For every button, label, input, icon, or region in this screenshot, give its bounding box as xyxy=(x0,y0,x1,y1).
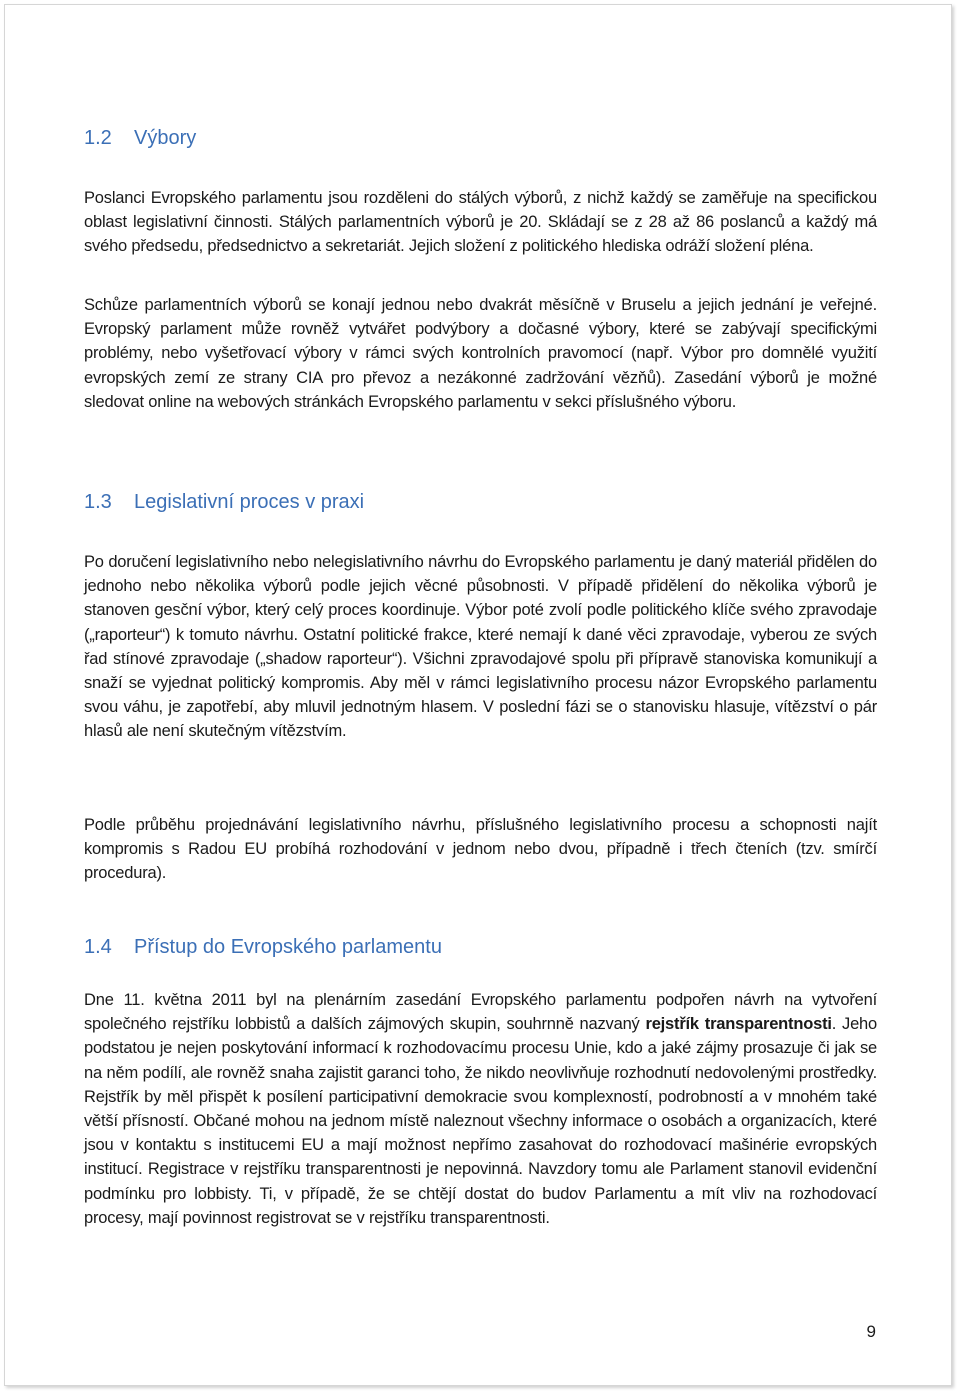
section-heading-1-2 xyxy=(84,127,196,150)
paragraph xyxy=(84,988,877,1230)
paragraph-text: . Jeho podstatou je nejen poskytování informací k rozhodovacímu procesu Unie, kdo a jaké zájmy prosazuje či jak se na něm podílí, ale rovněž snaha zajistit garanci toho, že nikdo neovlivňuje rozhodnutí nedovolenými prostředky. Rejstřík by měl přispět k posílení participativní demokracie svou komplexností, podrobností a v mnohém také větší přísností. Občané mohou na jednom místě naleznout všechny informace o osobách a organizacích, které jsou v kontaktu s institucemi EU a mají možnost nepřímo zasahovat do rozhodovací mašinérie evropských institucí. Registrace v rejstříku transparentnosti je nepovinná. Navzdory tomu ale Parlament stanovil evidenční podmínku pro lobbisty. Ti, v případě, že se chtějí dostat do budov Parlamentu a mít vliv na rozhodovací procesy, mají povinnost registrovat se v rejstříku transparentnosti. xyxy=(84,1015,877,1227)
section-title: Výbory xyxy=(134,127,197,149)
paragraph: Podle průběhu projednávání legislativního návrhu, příslušného legislativního procesu a schopnosti najít kompromis s Radou EU probíhá rozhodování v jednom nebo dvou, případně i třech čteních (tzv. smírčí procedura). xyxy=(84,816,877,883)
emphasis-term: rejstřík transparentnosti xyxy=(645,1015,832,1034)
section-number: 1.4 xyxy=(84,936,112,958)
section-heading-1-4 xyxy=(84,936,442,959)
section-number: 1.3 xyxy=(84,491,112,513)
section-title: Přístup do Evropského parlamentu xyxy=(134,936,442,958)
section-title: Legislativní proces v praxi xyxy=(134,491,365,513)
paragraph: Po doručení legislativního nebo nelegislativního návrhu do Evropského parlamentu je daný materiál přidělen do jednoho nebo několika výborů podle jejich věcné působnosti. V případě přidělení do několika výborů je stanoven gesční výbor, který celý proces koordinuje. Výbor poté zvolí podle politického klíče svého zpravodaje („raporteur“) k tomuto návrhu. Ostatní politické frakce, které nemají k dané věci zpravodaje, vyberou ze svých řad stínové zpravodaje („shadow raporteur“). Všichni zpravodajové spolu při přípravě stanoviska komunikují a snaží se vyjednat politický kompromis. Aby měl v rámci legislativního procesu názor Evropského parlamentu svou váhu, je zapotřebí, aby mluvil jednotným hlasem. V poslední fázi se o stanovisku hlasuje, vítězství o pár hlasů ale není skutečným vítězstvím. xyxy=(84,553,877,741)
section-heading-1-3 xyxy=(84,491,364,514)
paragraph: Poslanci Evropského parlamentu jsou rozděleni do stálých výborů, z nichž každý se zaměřuje na specifickou oblast legislativní činnosti. Stálých parlamentních výborů je 20. Skládají se z 28 až 86 poslanců a každý má svého předsedu, předsednictvo a sekretariát. Jejich složení z politického hlediska odráží složení pléna. xyxy=(84,189,877,256)
page-number: 9 xyxy=(866,1322,876,1341)
paragraph: Schůze parlamentních výborů se konají jednou nebo dvakrát měsíčně v Bruselu a jejich jednání je veřejné. Evropský parlament může rovněž vytvářet podvýbory a dočasné výbory, které se zabývají specifickými problémy, nebo vyšetřovací výbory v rámci svých kontrolních pravomocí (např. Výbor pro domnělé využití evropských zemí ze strany CIA pro převoz a nezákonné zadržování vězňů). Zasedání výborů je možné sledovat online na webových stránkách Evropského parlamentu v sekci příslušného výboru. xyxy=(84,296,877,411)
section-number: 1.2 xyxy=(84,127,112,149)
paragraph-text: Dne 11. května 2011 byl na plenárním zasedání Evropského parlamentu podpořen návrh na vytvoření společného rejstříku lobbistů a dalších zájmových skupin, souhrnně nazvaný xyxy=(84,991,877,1034)
